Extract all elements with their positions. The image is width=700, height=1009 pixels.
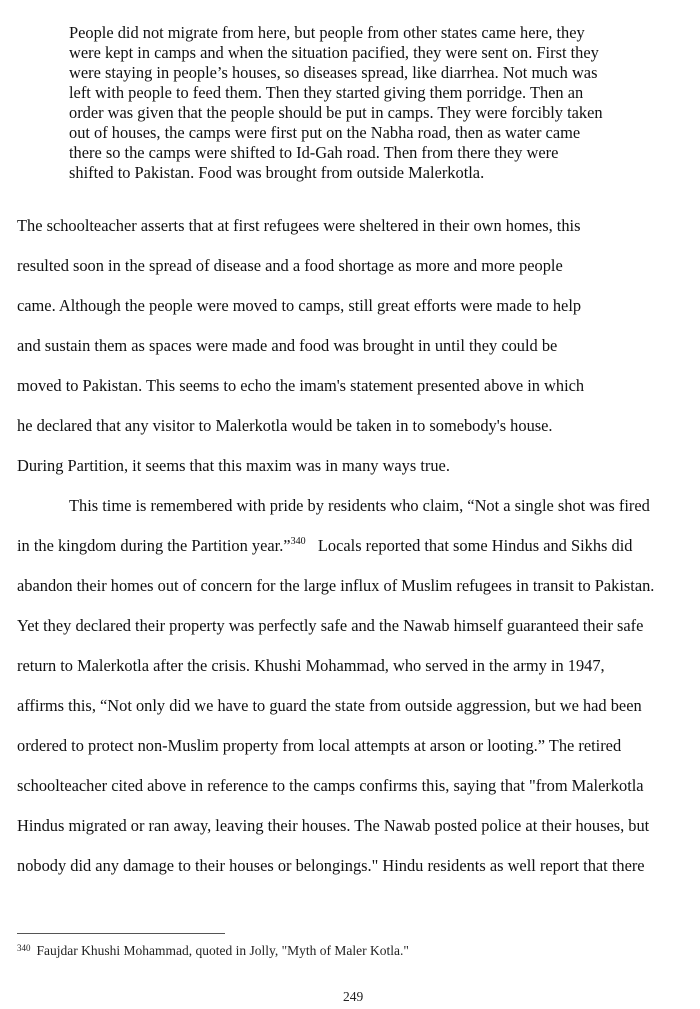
quote-line: were staying in people’s houses, so diseases spread, like diarrhea. Not much was bbox=[69, 63, 598, 82]
body-line: and sustain them as spaces were made and food was brought in until they could be bbox=[17, 336, 558, 355]
quote-line: there so the camps were shifted to Id-Gah road. Then from there they were bbox=[69, 143, 559, 162]
body-line: affirms this, “Not only did we have to guard the state from outside aggression, but we had been bbox=[17, 696, 642, 715]
quote-line: order was given that the people should be put in camps. They were forcibly taken bbox=[69, 103, 603, 122]
quote-line: were kept in camps and when the situation pacified, they were sent on. First they bbox=[69, 43, 599, 62]
body-line: abandon their homes out of concern for the large influx of Muslim refugees in transit to Pakistan. bbox=[17, 576, 655, 595]
body-line: This time is remembered with pride by residents who claim, “Not a single shot was fired bbox=[69, 496, 650, 515]
body-line: resulted soon in the spread of disease and a food shortage as more and more people bbox=[17, 256, 563, 275]
quote-line: left with people to feed them. Then they started giving them porridge. Then an bbox=[69, 83, 584, 102]
body-line-text: Locals reported that some Hindus and Sikhs did bbox=[305, 536, 633, 555]
body-line-text: in the kingdom during the Partition year.” bbox=[17, 536, 291, 555]
block-quote bbox=[69, 23, 669, 183]
footnote-divider bbox=[17, 933, 225, 934]
body-line: The schoolteacher asserts that at first refugees were sheltered in their own homes, this bbox=[17, 216, 581, 235]
body-line: Yet they declared their property was perfectly safe and the Nawab himself guaranteed their safe bbox=[17, 616, 644, 635]
footnote-reference[interactable]: 340 bbox=[290, 536, 306, 547]
body-line: he declared that any visitor to Malerkotla would be taken in to somebody's house. bbox=[17, 416, 553, 435]
body-line: moved to Pakistan. This seems to echo the imam's statement presented above in which bbox=[17, 376, 585, 395]
body-line: ordered to protect non-Muslim property from local attempts at arson or looting.” The retired bbox=[17, 736, 622, 755]
footnote-number: 340 bbox=[17, 943, 31, 953]
body-line: came. Although the people were moved to camps, still great efforts were made to help bbox=[17, 296, 582, 315]
body-line bbox=[17, 526, 697, 566]
body-line: During Partition, it seems that this maxim was in many ways true. bbox=[17, 456, 450, 475]
body-line: schoolteacher cited above in reference to the camps confirms this, saying that "from Malerkotla bbox=[17, 776, 644, 795]
paragraph-schoolteacher bbox=[17, 206, 697, 486]
body-line: return to Malerkotla after the crisis. Khushi Mohammad, who served in the army in 1947, bbox=[17, 656, 605, 675]
paragraph-pride bbox=[17, 486, 697, 886]
page-number: 249 bbox=[343, 989, 364, 1004]
body-line: nobody did any damage to their houses or belongings." Hindu residents as well report that there bbox=[17, 856, 645, 875]
quote-line: People did not migrate from here, but people from other states came here, they bbox=[69, 23, 585, 42]
footnote bbox=[17, 943, 409, 959]
quote-line: out of houses, the camps were first put on the Nabha road, then as water came bbox=[69, 123, 581, 142]
footnote-text: Faujdar Khushi Mohammad, quoted in Jolly, "Myth of Maler Kotla." bbox=[36, 943, 409, 958]
body-line: Hindus migrated or ran away, leaving their houses. The Nawab posted police at their houses, but bbox=[17, 816, 650, 835]
quote-line: shifted to Pakistan. Food was brought from outside Malerkotla. bbox=[69, 163, 485, 182]
body-text bbox=[17, 206, 697, 886]
